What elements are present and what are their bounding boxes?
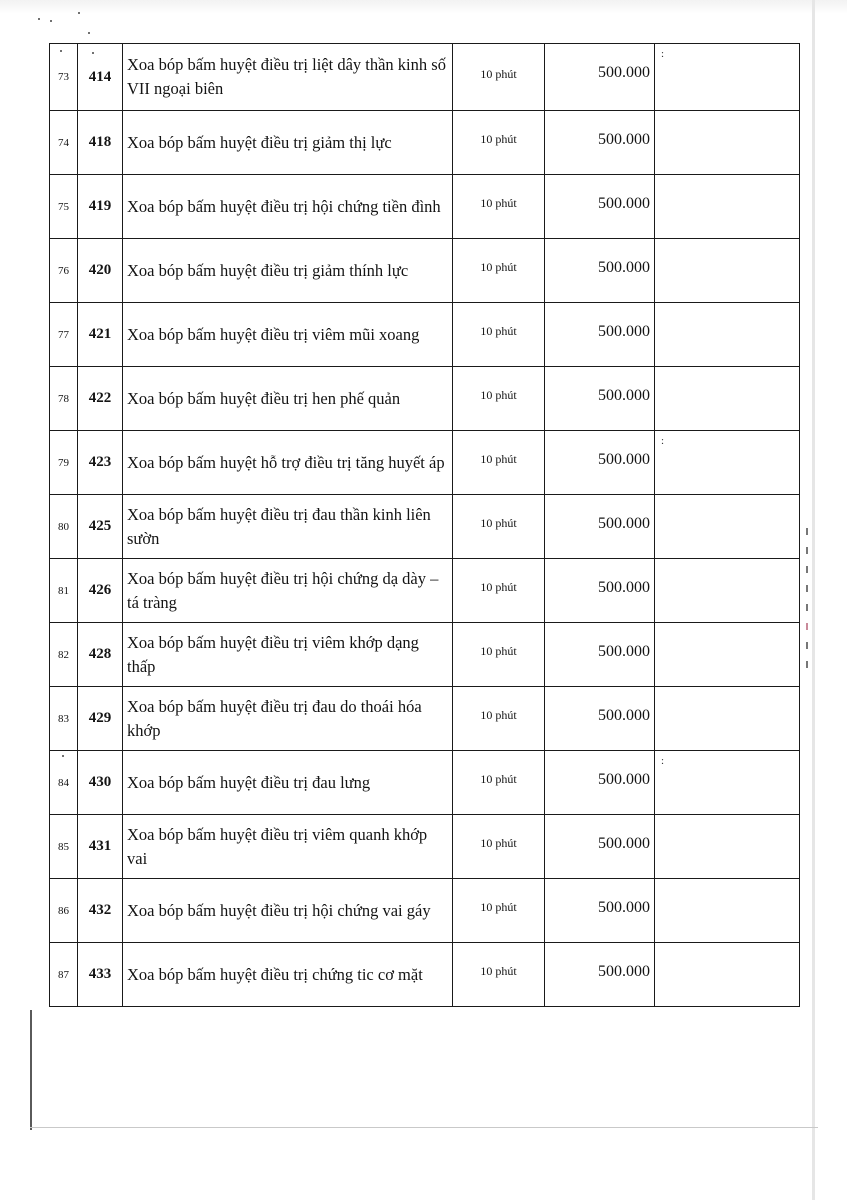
row-number: 86 <box>50 879 78 943</box>
row-note <box>655 495 800 559</box>
service-code: 426 <box>78 559 123 623</box>
row-note <box>655 623 800 687</box>
table-row <box>50 943 800 1007</box>
service-price: 500.000 <box>545 303 655 367</box>
row-note <box>655 943 800 1007</box>
service-duration: 10 phút <box>453 303 545 367</box>
row-number: 84 <box>50 751 78 815</box>
table-body <box>50 44 800 1007</box>
row-number: 80 <box>50 495 78 559</box>
row-number: 73 <box>50 44 78 111</box>
row-number: 85 <box>50 815 78 879</box>
table-row <box>50 623 800 687</box>
service-duration: 10 phút <box>453 879 545 943</box>
row-note <box>655 815 800 879</box>
service-price: 500.000 <box>545 239 655 303</box>
service-code: 414 <box>78 44 123 111</box>
service-price: 500.000 <box>545 943 655 1007</box>
table-row <box>50 111 800 175</box>
scan-edge-left <box>30 1010 32 1130</box>
service-price: 500.000 <box>545 495 655 559</box>
service-name: Xoa bóp bấm huyệt điều trị giảm thị lực <box>123 111 453 175</box>
service-duration: 10 phút <box>453 44 545 111</box>
service-price: 500.000 <box>545 623 655 687</box>
row-note <box>655 687 800 751</box>
service-name: Xoa bóp bấm huyệt điều trị viêm mũi xoang <box>123 303 453 367</box>
row-number: 81 <box>50 559 78 623</box>
row-number: 79 <box>50 431 78 495</box>
row-note <box>655 303 800 367</box>
table-row <box>50 495 800 559</box>
service-price: 500.000 <box>545 431 655 495</box>
service-code: 428 <box>78 623 123 687</box>
service-code: 423 <box>78 431 123 495</box>
service-name: Xoa bóp bấm huyệt điều trị hen phế quản <box>123 367 453 431</box>
scan-speck <box>88 32 90 34</box>
table-row <box>50 815 800 879</box>
service-duration: 10 phút <box>453 815 545 879</box>
service-code: 419 <box>78 175 123 239</box>
row-number: 83 <box>50 687 78 751</box>
table-row <box>50 175 800 239</box>
scan-speck <box>38 18 40 20</box>
table-row <box>50 879 800 943</box>
row-number: 87 <box>50 943 78 1007</box>
service-code: 430 <box>78 751 123 815</box>
table-row <box>50 239 800 303</box>
service-duration: 10 phút <box>453 495 545 559</box>
service-name: Xoa bóp bấm huyệt điều trị hội chứng vai gáy <box>123 879 453 943</box>
service-name: Xoa bóp bấm huyệt điều trị liệt dây thần kinh số VII ngoại biên <box>123 44 453 111</box>
row-note <box>655 175 800 239</box>
service-code: 422 <box>78 367 123 431</box>
service-code: 432 <box>78 879 123 943</box>
service-duration: 10 phút <box>453 111 545 175</box>
service-price: 500.000 <box>545 175 655 239</box>
service-price: 500.000 <box>545 815 655 879</box>
row-number: 82 <box>50 623 78 687</box>
service-duration: 10 phút <box>453 431 545 495</box>
service-name: Xoa bóp bấm huyệt điều trị viêm quanh khớp vai <box>123 815 453 879</box>
service-duration: 10 phút <box>453 687 545 751</box>
service-name: Xoa bóp bấm huyệt điều trị đau thần kinh liên sườn <box>123 495 453 559</box>
service-price: 500.000 <box>545 879 655 943</box>
row-number: 75 <box>50 175 78 239</box>
scan-edge-bottom <box>30 1127 818 1128</box>
service-price: 500.000 <box>545 44 655 111</box>
row-number: 77 <box>50 303 78 367</box>
service-name: Xoa bóp bấm huyệt điều trị chứng tic cơ mặt <box>123 943 453 1007</box>
row-number: 74 <box>50 111 78 175</box>
service-duration: 10 phút <box>453 623 545 687</box>
row-number: 76 <box>50 239 78 303</box>
service-name: Xoa bóp bấm huyệt điều trị hội chứng dạ dày – tá tràng <box>123 559 453 623</box>
scan-speck <box>50 20 52 22</box>
service-code: 433 <box>78 943 123 1007</box>
service-name: Xoa bóp bấm huyệt điều trị hội chứng tiền đình <box>123 175 453 239</box>
table-row <box>50 687 800 751</box>
row-note <box>655 879 800 943</box>
table-row <box>50 431 800 495</box>
table-row <box>50 559 800 623</box>
row-note <box>655 111 800 175</box>
scan-shadow-top <box>0 0 847 14</box>
service-code: 425 <box>78 495 123 559</box>
service-duration: 10 phút <box>453 751 545 815</box>
service-duration: 10 phút <box>453 559 545 623</box>
table-row <box>50 303 800 367</box>
service-price: 500.000 <box>545 559 655 623</box>
row-number: 78 <box>50 367 78 431</box>
service-name: Xoa bóp bấm huyệt điều trị giảm thính lực <box>123 239 453 303</box>
scan-speck <box>78 12 80 14</box>
service-name: Xoa bóp bấm huyệt điều trị đau lưng <box>123 751 453 815</box>
service-code: 418 <box>78 111 123 175</box>
table-row <box>50 367 800 431</box>
service-code: 429 <box>78 687 123 751</box>
row-note <box>655 751 800 815</box>
row-note <box>655 239 800 303</box>
service-name: Xoa bóp bấm huyệt điều trị viêm khớp dạng thấp <box>123 623 453 687</box>
service-price: 500.000 <box>545 111 655 175</box>
service-duration: 10 phút <box>453 367 545 431</box>
row-note <box>655 44 800 111</box>
table-row <box>50 751 800 815</box>
service-price: 500.000 <box>545 751 655 815</box>
margin-marks <box>806 528 816 668</box>
service-name: Xoa bóp bấm huyệt điều trị đau do thoái hóa khớp <box>123 687 453 751</box>
service-code: 431 <box>78 815 123 879</box>
service-duration: 10 phút <box>453 175 545 239</box>
service-duration: 10 phút <box>453 943 545 1007</box>
scan-tick-mark: : <box>661 435 665 447</box>
row-note <box>655 431 800 495</box>
service-price: 500.000 <box>545 687 655 751</box>
service-duration: 10 phút <box>453 239 545 303</box>
service-code: 420 <box>78 239 123 303</box>
scan-tick-mark: : <box>661 755 665 767</box>
service-name: Xoa bóp bấm huyệt hỗ trợ điều trị tăng huyết áp <box>123 431 453 495</box>
service-price: 500.000 <box>545 367 655 431</box>
table-row <box>50 44 800 111</box>
price-table <box>49 43 800 1007</box>
row-note <box>655 559 800 623</box>
row-note <box>655 367 800 431</box>
scan-tick-mark: : <box>661 48 665 60</box>
service-code: 421 <box>78 303 123 367</box>
